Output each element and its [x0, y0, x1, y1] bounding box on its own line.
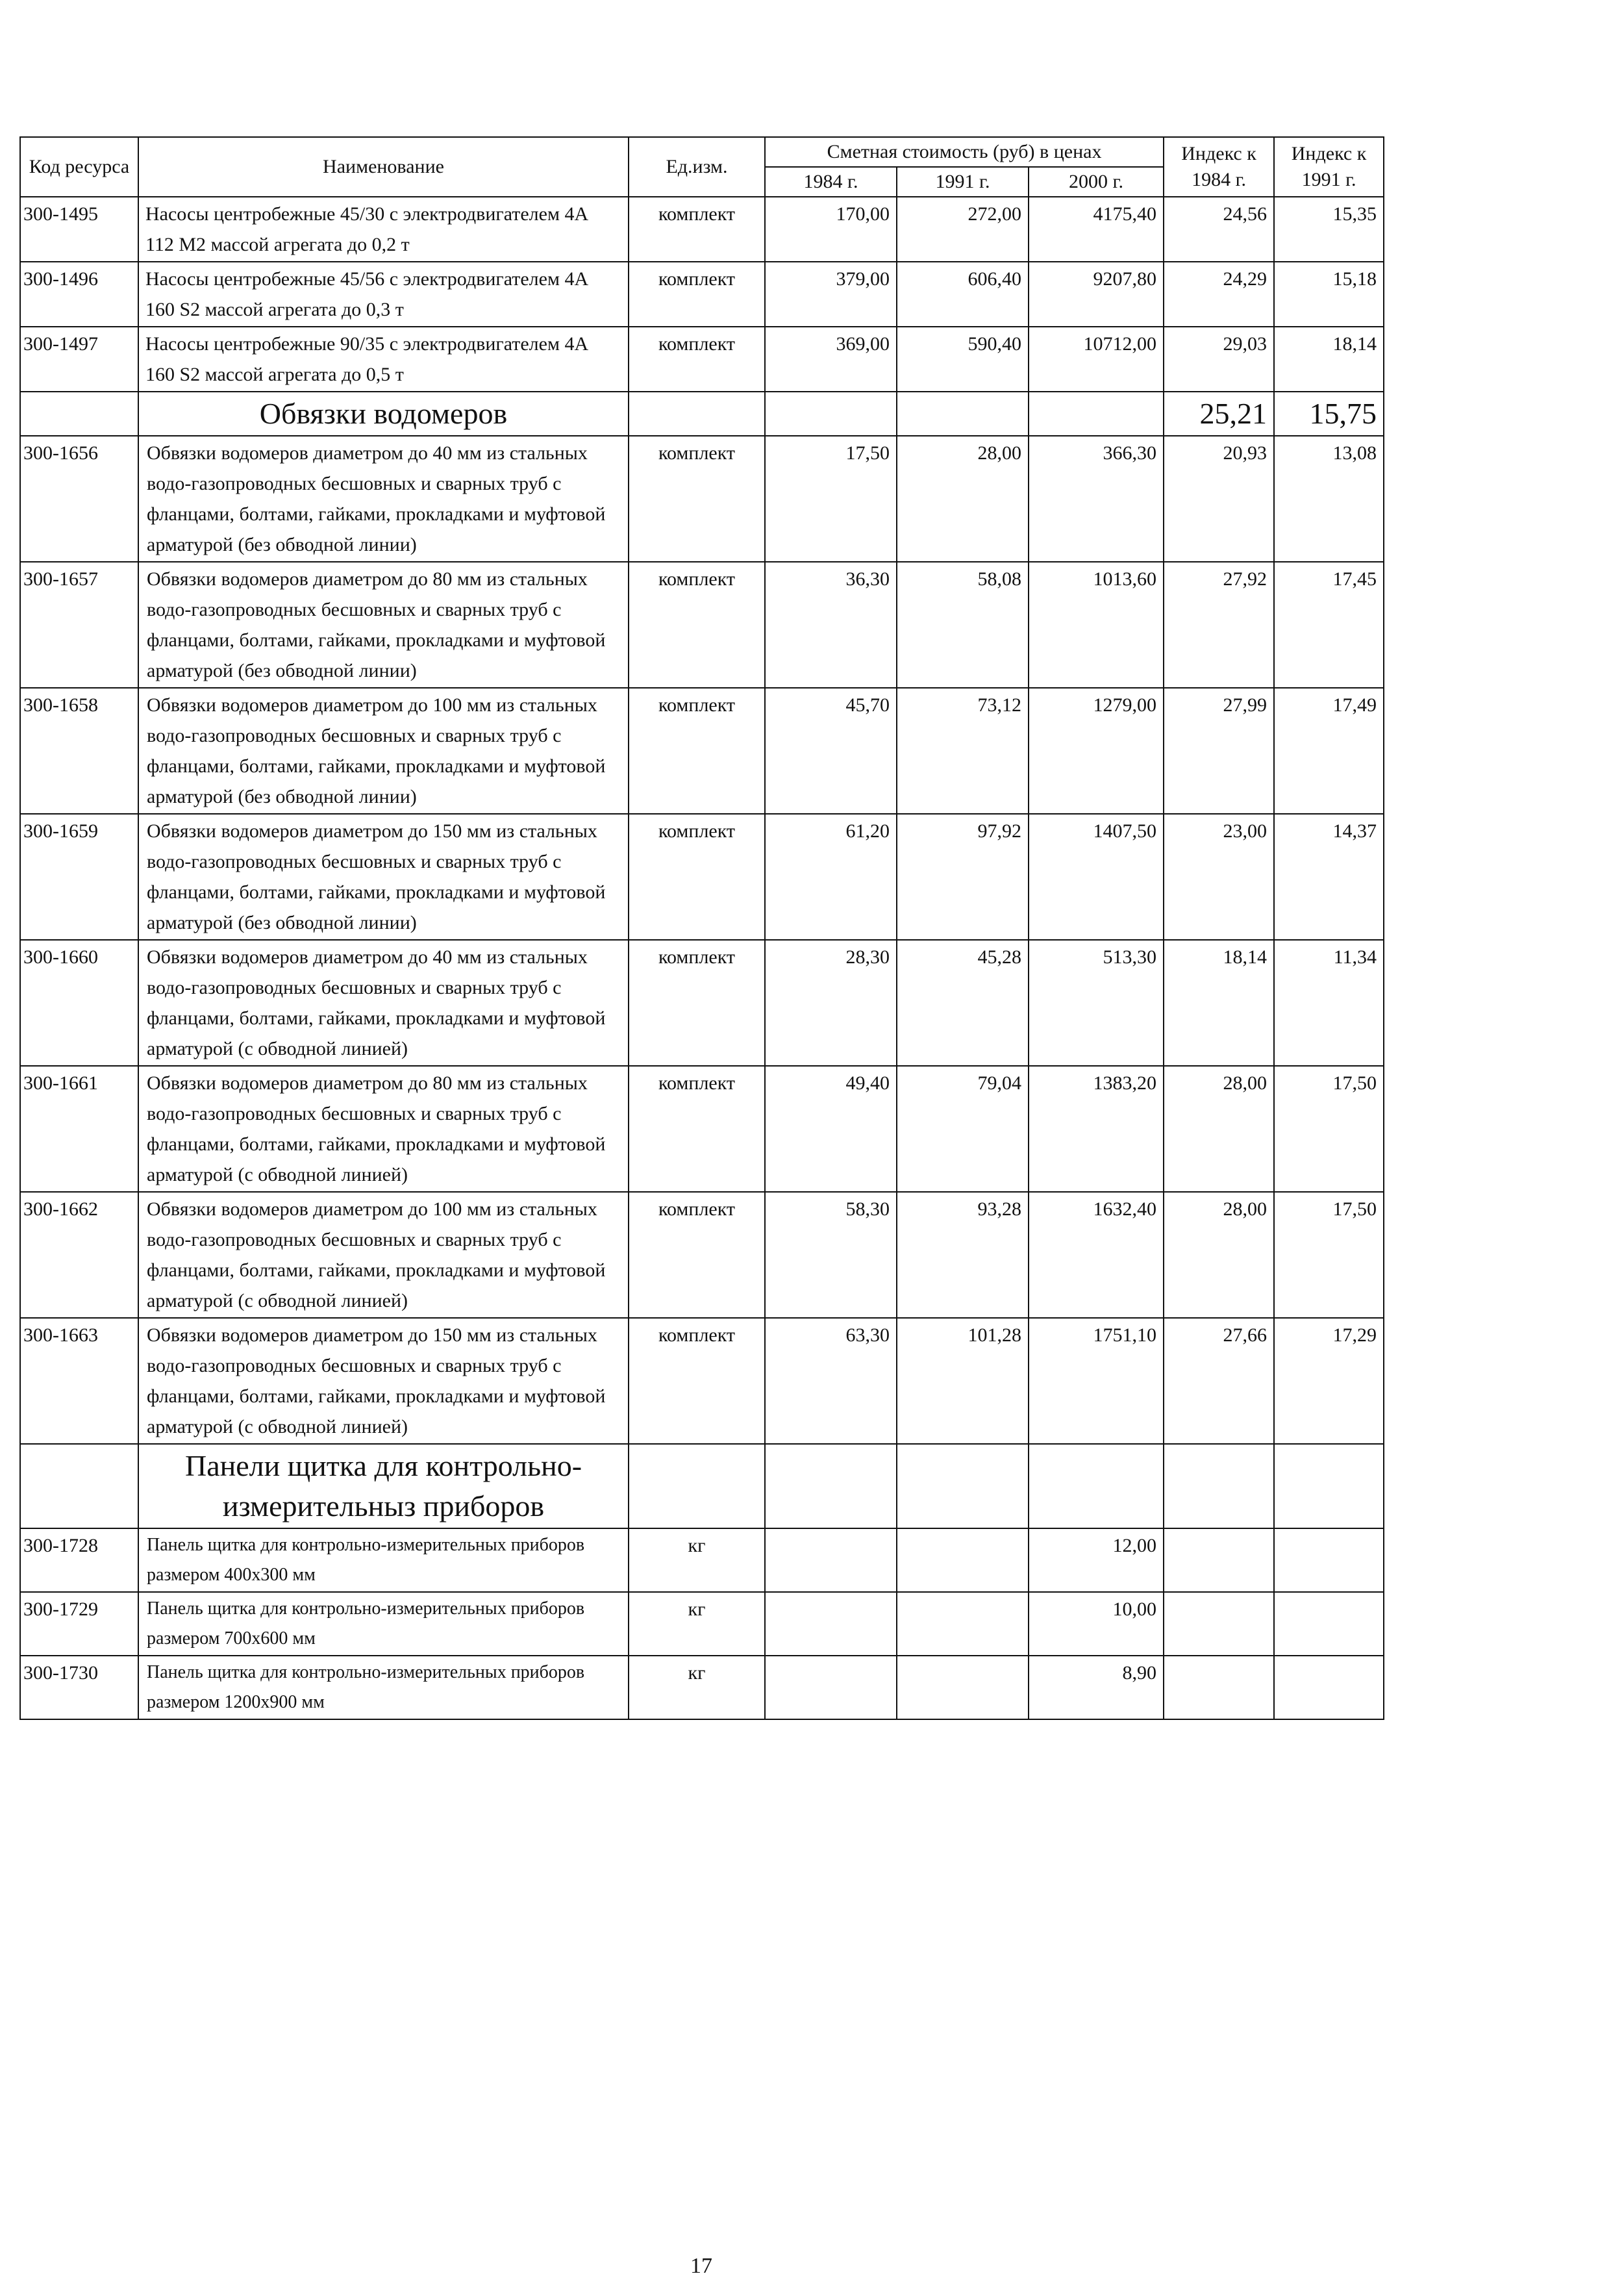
- row-price-1991: [897, 1592, 1029, 1656]
- row-index-1984: 28,00: [1164, 1066, 1274, 1192]
- row-code: 300-1495: [20, 197, 138, 262]
- section-empty-cell: [765, 1444, 897, 1528]
- resource-price-table: [19, 136, 1384, 1720]
- row-index-1984: 27,99: [1164, 688, 1274, 814]
- row-name: Панель щитка для контрольно-измерительных приборов размером 700х600 мм: [138, 1592, 629, 1656]
- row-name: Обвязки водомеров диаметром до 80 мм из стальных водо-газопроводных бесшовных и сварных труб с фланцами, болтами, гайками, прокладками и муфтовой арматурой (без обводной линии): [138, 562, 629, 688]
- table-row: [20, 1528, 1384, 1592]
- table-row: [20, 562, 1384, 688]
- section-empty-cell: [765, 392, 897, 436]
- section-code-cell: [20, 392, 138, 436]
- table-row: [20, 1318, 1384, 1444]
- row-price-1984: [765, 1528, 897, 1592]
- header-index-1991: Индекс к 1991 г.: [1274, 137, 1384, 197]
- row-price-1984: 61,20: [765, 814, 897, 940]
- row-index-1991: [1274, 1528, 1384, 1592]
- row-unit: комплект: [629, 562, 765, 688]
- row-price-1984: [765, 1592, 897, 1656]
- header-index-1984: Индекс к 1984 г.: [1164, 137, 1274, 197]
- row-unit: комплект: [629, 436, 765, 562]
- row-name: Обвязки водомеров диаметром до 40 мм из стальных водо-газопроводных бесшовных и сварных труб с фланцами, болтами, гайками, прокладками и муфтовой арматурой (без обводной линии): [138, 436, 629, 562]
- section-empty-cell: [1029, 1444, 1164, 1528]
- row-price-2000: 9207,80: [1029, 262, 1164, 327]
- row-price-1984: 58,30: [765, 1192, 897, 1318]
- row-code: 300-1728: [20, 1528, 138, 1592]
- row-price-1991: 93,28: [897, 1192, 1029, 1318]
- table-row: [20, 327, 1384, 392]
- row-index-1984: [1164, 1656, 1274, 1719]
- row-price-1991: 97,92: [897, 814, 1029, 940]
- row-unit: кг: [629, 1592, 765, 1656]
- row-index-1991: 17,50: [1274, 1192, 1384, 1318]
- header-name: Наименование: [138, 137, 629, 197]
- table-row: [20, 436, 1384, 562]
- row-index-1984: [1164, 1592, 1274, 1656]
- row-price-1991: 272,00: [897, 197, 1029, 262]
- row-name: Насосы центробежные 90/35 с электродвигателем 4А 160 S2 массой агрегата до 0,5 т: [138, 327, 629, 392]
- table-row: [20, 262, 1384, 327]
- row-code: 300-1497: [20, 327, 138, 392]
- section-empty-cell: [897, 1444, 1029, 1528]
- row-code: 300-1729: [20, 1592, 138, 1656]
- row-index-1984: 29,03: [1164, 327, 1274, 392]
- row-code: 300-1663: [20, 1318, 138, 1444]
- section-code-cell: [20, 1444, 138, 1528]
- row-index-1991: 17,50: [1274, 1066, 1384, 1192]
- row-code: 300-1661: [20, 1066, 138, 1192]
- header-unit: Ед.изм.: [629, 137, 765, 197]
- section-title: Обвязки водомеров: [138, 392, 629, 436]
- row-unit: комплект: [629, 1192, 765, 1318]
- header-year-1984: 1984 г.: [765, 167, 897, 197]
- row-name: Обвязки водомеров диаметром до 100 мм из стальных водо-газопроводных бесшовных и сварных труб с фланцами, болтами, гайками, прокладками и муфтовой арматурой (с обводной линией): [138, 1192, 629, 1318]
- row-code: 300-1658: [20, 688, 138, 814]
- row-price-1991: 58,08: [897, 562, 1029, 688]
- row-unit: комплект: [629, 688, 765, 814]
- row-price-1991: 101,28: [897, 1318, 1029, 1444]
- table-row: [20, 814, 1384, 940]
- row-code: 300-1659: [20, 814, 138, 940]
- row-index-1991: [1274, 1656, 1384, 1719]
- table-row: [20, 1592, 1384, 1656]
- row-price-1984: 369,00: [765, 327, 897, 392]
- row-price-1984: 45,70: [765, 688, 897, 814]
- row-name: Обвязки водомеров диаметром до 150 мм из стальных водо-газопроводных бесшовных и сварных труб с фланцами, болтами, гайками, прокладками и муфтовой арматурой (без обводной линии): [138, 814, 629, 940]
- row-price-2000: 1632,40: [1029, 1192, 1164, 1318]
- row-unit: комплект: [629, 940, 765, 1066]
- section-index-1991: 15,75: [1274, 392, 1384, 436]
- row-unit: комплект: [629, 327, 765, 392]
- row-price-1984: 379,00: [765, 262, 897, 327]
- row-price-2000: 1279,00: [1029, 688, 1164, 814]
- row-unit: кг: [629, 1656, 765, 1719]
- row-unit: комплект: [629, 197, 765, 262]
- row-index-1984: 23,00: [1164, 814, 1274, 940]
- row-price-1991: 79,04: [897, 1066, 1029, 1192]
- row-unit: комплект: [629, 1318, 765, 1444]
- row-index-1984: 27,66: [1164, 1318, 1274, 1444]
- row-code: 300-1662: [20, 1192, 138, 1318]
- row-code: 300-1496: [20, 262, 138, 327]
- row-index-1984: 28,00: [1164, 1192, 1274, 1318]
- row-index-1991: 17,45: [1274, 562, 1384, 688]
- row-index-1991: 17,29: [1274, 1318, 1384, 1444]
- row-index-1984: [1164, 1528, 1274, 1592]
- row-index-1984: 18,14: [1164, 940, 1274, 1066]
- section-empty-cell: [629, 392, 765, 436]
- row-name: Панель щитка для контрольно-измерительных приборов размером 400х300 мм: [138, 1528, 629, 1592]
- row-index-1991: 17,49: [1274, 688, 1384, 814]
- row-price-1991: 45,28: [897, 940, 1029, 1066]
- row-price-1984: 49,40: [765, 1066, 897, 1192]
- header-row: [20, 137, 1384, 167]
- row-name: Обвязки водомеров диаметром до 40 мм из стальных водо-газопроводных бесшовных и сварных труб с фланцами, болтами, гайками, прокладками и муфтовой арматурой (с обводной линией): [138, 940, 629, 1066]
- section-empty-cell: [629, 1444, 765, 1528]
- row-unit: комплект: [629, 814, 765, 940]
- row-name: Насосы центробежные 45/56 с электродвигателем 4А 160 S2 массой агрегата до 0,3 т: [138, 262, 629, 327]
- page-number: 17: [690, 2254, 712, 2278]
- row-unit: комплект: [629, 262, 765, 327]
- row-name: Насосы центробежные 45/30 с электродвигателем 4А 112 М2 массой агрегата до 0,2 т: [138, 197, 629, 262]
- row-index-1984: 27,92: [1164, 562, 1274, 688]
- table-row: [20, 1656, 1384, 1719]
- header-code: Код ресурса: [20, 137, 138, 197]
- row-price-2000: 8,90: [1029, 1656, 1164, 1719]
- row-price-1984: 170,00: [765, 197, 897, 262]
- row-price-1984: 63,30: [765, 1318, 897, 1444]
- row-index-1991: 14,37: [1274, 814, 1384, 940]
- row-price-2000: 1407,50: [1029, 814, 1164, 940]
- row-index-1984: 24,56: [1164, 197, 1274, 262]
- table-row: [20, 1192, 1384, 1318]
- row-price-2000: 513,30: [1029, 940, 1164, 1066]
- table-row: [20, 197, 1384, 262]
- row-price-2000: 1383,20: [1029, 1066, 1164, 1192]
- header-year-2000: 2000 г.: [1029, 167, 1164, 197]
- row-index-1991: [1274, 1592, 1384, 1656]
- section-row-water-meter-piping: [20, 392, 1384, 436]
- row-price-1991: 73,12: [897, 688, 1029, 814]
- row-code: 300-1656: [20, 436, 138, 562]
- row-price-1991: 590,40: [897, 327, 1029, 392]
- row-price-2000: 4175,40: [1029, 197, 1164, 262]
- row-index-1991: 13,08: [1274, 436, 1384, 562]
- header-cost-group: Сметная стоимость (руб) в ценах: [765, 137, 1164, 167]
- row-index-1984: 20,93: [1164, 436, 1274, 562]
- row-name: Панель щитка для контрольно-измерительных приборов размером 1200х900 мм: [138, 1656, 629, 1719]
- row-code: 300-1657: [20, 562, 138, 688]
- row-index-1991: 18,14: [1274, 327, 1384, 392]
- row-index-1984: 24,29: [1164, 262, 1274, 327]
- row-index-1991: 11,34: [1274, 940, 1384, 1066]
- row-price-2000: 12,00: [1029, 1528, 1164, 1592]
- section-empty-cell: [1274, 1444, 1384, 1528]
- row-name: Обвязки водомеров диаметром до 150 мм из стальных водо-газопроводных бесшовных и сварных труб с фланцами, болтами, гайками, прокладками и муфтовой арматурой (с обводной линией): [138, 1318, 629, 1444]
- row-price-2000: 1013,60: [1029, 562, 1164, 688]
- row-price-1991: 28,00: [897, 436, 1029, 562]
- row-price-2000: 10712,00: [1029, 327, 1164, 392]
- row-index-1991: 15,35: [1274, 197, 1384, 262]
- section-row-instrument-panels: [20, 1444, 1384, 1528]
- section-empty-cell: [1029, 392, 1164, 436]
- table-row: [20, 1066, 1384, 1192]
- row-price-1991: 606,40: [897, 262, 1029, 327]
- row-unit: комплект: [629, 1066, 765, 1192]
- section-empty-cell: [897, 392, 1029, 436]
- row-price-1984: [765, 1656, 897, 1719]
- row-price-1984: 17,50: [765, 436, 897, 562]
- row-name: Обвязки водомеров диаметром до 80 мм из стальных водо-газопроводных бесшовных и сварных труб с фланцами, болтами, гайками, прокладками и муфтовой арматурой (с обводной линией): [138, 1066, 629, 1192]
- row-price-1984: 36,30: [765, 562, 897, 688]
- row-price-2000: 10,00: [1029, 1592, 1164, 1656]
- row-unit: кг: [629, 1528, 765, 1592]
- row-price-2000: 366,30: [1029, 436, 1164, 562]
- row-price-1984: 28,30: [765, 940, 897, 1066]
- row-name: Обвязки водомеров диаметром до 100 мм из стальных водо-газопроводных бесшовных и сварных труб с фланцами, болтами, гайками, прокладками и муфтовой арматурой (без обводной линии): [138, 688, 629, 814]
- section-index-1984: 25,21: [1164, 392, 1274, 436]
- header-year-1991: 1991 г.: [897, 167, 1029, 197]
- row-code: 300-1660: [20, 940, 138, 1066]
- row-price-1991: [897, 1656, 1029, 1719]
- table-row: [20, 688, 1384, 814]
- table-row: [20, 940, 1384, 1066]
- section-title: Панели щитка для контрольно-измерительныз приборов: [138, 1444, 629, 1528]
- row-price-2000: 1751,10: [1029, 1318, 1164, 1444]
- section-empty-cell: [1164, 1444, 1274, 1528]
- row-index-1991: 15,18: [1274, 262, 1384, 327]
- row-price-1991: [897, 1528, 1029, 1592]
- row-code: 300-1730: [20, 1656, 138, 1719]
